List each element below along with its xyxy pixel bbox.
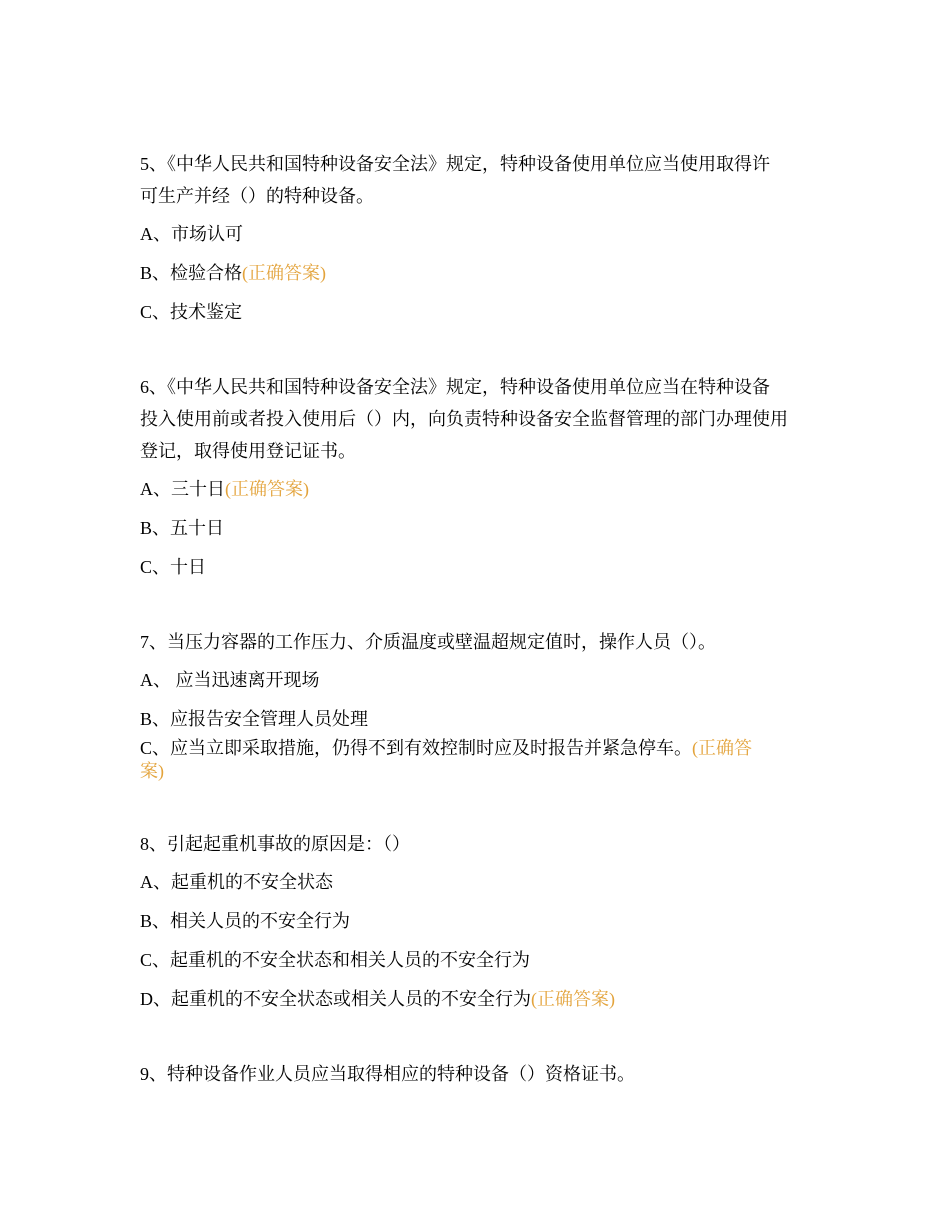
correct-answer-mark-cont: 案) (140, 761, 164, 781)
question-text (140, 828, 812, 860)
question-block (140, 626, 812, 783)
option-c: C、起重机的不安全状态和相关人员的不安全行为 (140, 950, 531, 970)
question-block (140, 148, 812, 324)
option-c: C、技术鉴定 (140, 302, 243, 322)
correct-answer-mark: (正确答案) (225, 479, 309, 499)
option-b: B、五十日 (140, 518, 225, 538)
question-text (140, 148, 812, 212)
question-line: 8、引起起重机事故的原因是：（） (140, 834, 410, 854)
option-a: A、 应当迅速离开现场 (140, 670, 320, 690)
question-block (140, 828, 812, 1011)
option-b: B、检验合格(正确答案) (140, 263, 327, 283)
question-line: 6、《中华人民共和国特种设备安全法》规定，特种设备使用单位应当在特种设备 (140, 377, 770, 397)
question-text (140, 1058, 812, 1090)
correct-answer-mark: (正确答案) (531, 989, 615, 1009)
option-c: C、十日 (140, 557, 207, 577)
document-page (140, 148, 812, 1090)
correct-answer-mark: (正确答案) (242, 263, 327, 283)
option-a: A、起重机的不安全状态 (140, 872, 333, 892)
question-text (140, 626, 812, 658)
option-c: C、应当立即采取措施，仍得不到有效控制时应及时报告并紧急停车。(正确答 案) (140, 738, 753, 781)
question-line: 5、《中华人民共和国特种设备安全法》规定，特种设备使用单位应当使用取得许 (140, 154, 770, 174)
question-line: 登记，取得使用登记证书。 (140, 441, 356, 461)
question-block (140, 1058, 812, 1090)
question-line: 投入使用前或者投入使用后（）内，向负责特种设备安全监督管理的部门办理使用 (140, 409, 788, 429)
option-a: A、三十日(正确答案) (140, 479, 309, 499)
question-line: 可生产并经（）的特种设备。 (140, 186, 374, 206)
option-d: D、起重机的不安全状态或相关人员的不安全行为(正确答案) (140, 989, 615, 1009)
question-block (140, 371, 812, 579)
question-line: 7、当压力容器的工作压力、介质温度或壁温超规定值时，操作人员（）。 (140, 632, 716, 652)
option-b: B、相关人员的不安全行为 (140, 911, 351, 931)
option-a: A、市场认可 (140, 224, 243, 244)
question-text (140, 371, 812, 467)
option-b: B、应报告安全管理人员处理 (140, 709, 369, 729)
correct-answer-mark: (正确答 (692, 738, 753, 758)
question-line: 9、特种设备作业人员应当取得相应的特种设备（）资格证书。 (140, 1064, 635, 1084)
